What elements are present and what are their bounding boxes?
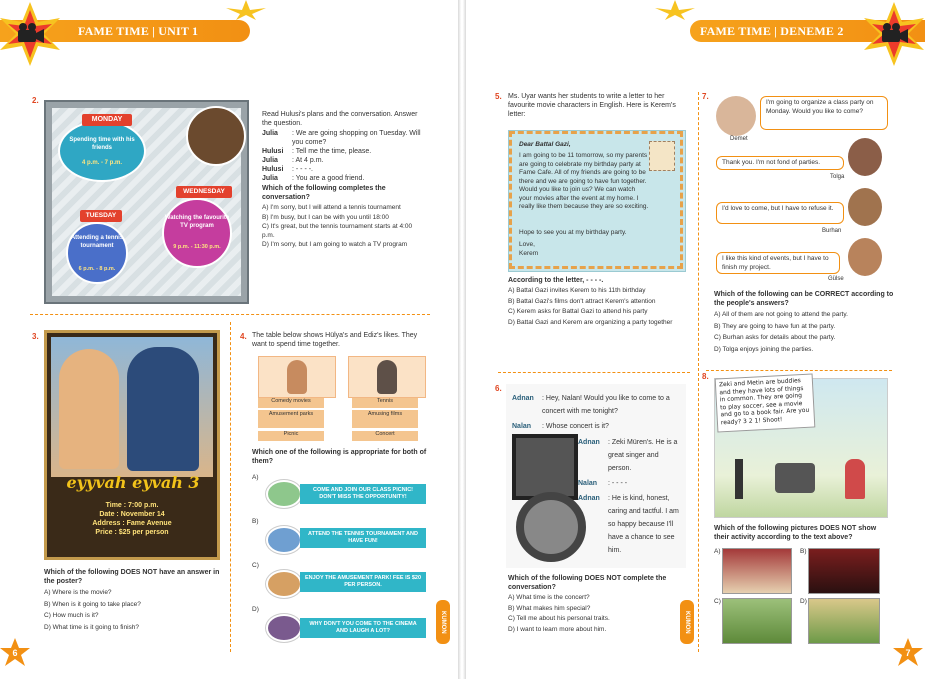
amusement-park-thumb bbox=[266, 570, 302, 598]
burhan-name: Burhan bbox=[822, 228, 842, 234]
answer-option[interactable]: A) Where is the movie? bbox=[44, 589, 112, 596]
q7-text bbox=[714, 290, 894, 354]
option-d-button[interactable]: WHY DON'T YOU COME TO THE CINEMA AND LAUGH A LOT? bbox=[300, 618, 426, 638]
gulse-bubble: I like this kind of events, but I have to finish my project. bbox=[716, 252, 840, 274]
answer-option[interactable]: B) When is it going to take place? bbox=[44, 600, 141, 608]
dialog-line: Julia : At 4 p.m. bbox=[262, 157, 324, 164]
option-label: D) bbox=[800, 598, 807, 605]
monday-label: MONDAY bbox=[82, 114, 132, 126]
camera-crew bbox=[775, 463, 815, 493]
picnic-thumb bbox=[266, 480, 302, 508]
light-stand bbox=[735, 459, 743, 499]
question-number: 2. bbox=[32, 96, 39, 105]
tennis-thumb bbox=[266, 526, 302, 554]
q7-question: Which of the following can be CORRECT according to the people's answers? bbox=[714, 291, 894, 307]
divider bbox=[230, 322, 231, 652]
dialog-line: Adnan : He is kind, honest, caring and tactful. I am so happy because I'll have a chance to see him. bbox=[578, 495, 679, 554]
letter-card bbox=[508, 130, 686, 272]
books-picture[interactable] bbox=[722, 548, 792, 594]
hulya-like: Amusement parks bbox=[258, 410, 324, 428]
right-page-number: 7 bbox=[905, 648, 911, 658]
divider bbox=[698, 92, 699, 652]
q5-text bbox=[508, 276, 692, 327]
question-number: 8. bbox=[702, 372, 709, 381]
question-number: 5. bbox=[495, 92, 502, 101]
q6-dialog-top bbox=[512, 392, 682, 433]
letter-hope: Hope to see you at my birthday party. bbox=[519, 229, 627, 236]
actor-figure bbox=[845, 459, 865, 499]
poster-date: Date : November 14 bbox=[99, 511, 165, 518]
question-number: 4. bbox=[240, 332, 247, 341]
camera-star-icon bbox=[0, 2, 62, 66]
q6-dialog-bottom bbox=[578, 436, 682, 557]
poster-time: Time : 7:00 p.m. bbox=[105, 502, 159, 509]
camera-star-icon bbox=[862, 2, 925, 66]
film-reel-icon bbox=[516, 492, 586, 562]
answer-option[interactable]: D) I want to learn more about him. bbox=[508, 625, 607, 633]
answer-option[interactable]: A) All of them are not going to attend the party. bbox=[714, 311, 848, 318]
ediz-like: Tennis bbox=[352, 398, 418, 408]
left-page-number: 6 bbox=[12, 648, 18, 658]
monday-circle bbox=[58, 120, 146, 182]
q2-dialog bbox=[262, 129, 424, 250]
hulya-photo-frame bbox=[258, 356, 336, 398]
weekly-plan-poster bbox=[44, 100, 249, 304]
demet-name: Demet bbox=[730, 136, 748, 142]
divider bbox=[706, 370, 892, 371]
wednesday-time: 9 p.m. - 11:30 p.m. bbox=[173, 244, 221, 250]
burhan-avatar bbox=[848, 188, 882, 226]
tuesday-label: TUESDAY bbox=[80, 210, 122, 222]
answer-option[interactable]: C) It's great, but the tennis tournament starts at 4:00 p.m. bbox=[262, 223, 413, 239]
wednesday-label: WEDNESDAY bbox=[176, 186, 232, 198]
answer-option[interactable]: A) I'm sorry, but I will attend a tennis tournament bbox=[262, 204, 401, 211]
sunburst-icon bbox=[655, 0, 695, 20]
ediz-like: Concert bbox=[352, 431, 418, 441]
answer-option[interactable]: A) What time is the concert? bbox=[508, 594, 590, 601]
q4-intro: The table below shows Hülya's and Ediz's likes. They want to spend time together. bbox=[252, 332, 418, 348]
movie-poster bbox=[44, 330, 220, 560]
dialog-line: Hulusi : Tell me the time, please. bbox=[262, 148, 372, 155]
ediz-like: Amusing films bbox=[352, 410, 418, 428]
question-number: 7. bbox=[702, 92, 709, 101]
note-card: Zeki and Metin are buddies and they have lots of things in common. They are going to play soccer, see a movie and go to a book fair. Are you ready? 3 2 1! Shoot! bbox=[715, 373, 816, 432]
cycling-picture[interactable] bbox=[722, 598, 792, 644]
dialog-line: Adnan : Zeki Müren's. He is a great singer and person. bbox=[578, 439, 678, 472]
soccer-picture[interactable] bbox=[808, 598, 880, 644]
woman-figure bbox=[59, 349, 119, 469]
divider bbox=[30, 314, 430, 315]
tolga-avatar bbox=[848, 138, 882, 176]
wednesday-circle bbox=[162, 198, 232, 268]
answer-option[interactable]: C) How much is it? bbox=[44, 612, 99, 619]
option-label: D) bbox=[252, 606, 259, 613]
monday-time: 4 p.m. - 7 p.m. bbox=[81, 160, 122, 166]
divider bbox=[498, 372, 690, 373]
answer-option[interactable]: B) Battal Gazi's films don't attract Kerem's attention bbox=[508, 297, 656, 305]
q8-question: Which of the following pictures DOES NOT show their activity according to the text above? bbox=[714, 525, 877, 541]
tolga-name: Tolga bbox=[830, 174, 845, 180]
demet-avatar bbox=[716, 96, 756, 136]
ediz-avatar bbox=[377, 360, 397, 394]
option-label: C) bbox=[252, 562, 259, 569]
hulya-avatar bbox=[287, 360, 307, 394]
gulse-name: Gülse bbox=[828, 276, 844, 282]
tuesday-activity: Attending a tennis tournament bbox=[70, 235, 124, 249]
cinema-picture[interactable] bbox=[808, 548, 880, 594]
option-label: A) bbox=[252, 474, 259, 481]
hulya-like: Picnic bbox=[258, 431, 324, 441]
tolga-bubble: Thank you. I'm not fond of parties. bbox=[716, 156, 844, 170]
stamp-icon bbox=[649, 141, 675, 171]
burhan-bubble: I'd love to come, but I have to refuse it. bbox=[716, 202, 844, 224]
answer-option[interactable]: B) They are going to have fun at the party. bbox=[714, 322, 836, 330]
q6-text bbox=[508, 574, 692, 634]
monday-activity: Spending time with his friends bbox=[69, 137, 135, 151]
tuesday-time: 6 p.m. - 8 p.m. bbox=[78, 266, 116, 272]
answer-option[interactable]: A) Battal Gazi invites Kerem to his 11th birthday bbox=[508, 287, 646, 294]
answer-option[interactable]: D) What time is it going to finish? bbox=[44, 623, 140, 631]
answer-option[interactable]: D) Battal Gazi and Kerem are organizing a party together bbox=[508, 318, 673, 326]
kumon-logo: KUMON bbox=[680, 600, 694, 644]
option-label: B) bbox=[800, 548, 807, 555]
q5-question: According to the letter, - - - -. bbox=[508, 277, 604, 284]
man-portrait bbox=[186, 106, 246, 166]
tuesday-circle bbox=[66, 222, 128, 284]
option-label: A) bbox=[714, 548, 721, 555]
question-number: 3. bbox=[32, 332, 39, 341]
question-number: 6. bbox=[495, 384, 502, 393]
answer-option[interactable]: B) I'm busy, but I can be with you until 18:00 bbox=[262, 213, 389, 221]
dialog-line: Hulusi : - - - -. bbox=[262, 166, 313, 173]
answer-option[interactable]: C) Kerem asks for Battal Gazi to attend his party bbox=[508, 308, 648, 315]
cinema-thumb bbox=[266, 614, 302, 642]
option-a-button[interactable]: COME AND JOIN OUR CLASS PICNIC! DON'T MISS THE OPPORTUNITY! bbox=[300, 484, 426, 504]
dialog-line: Nalan : Whose concert is it? bbox=[512, 423, 609, 430]
gulse-avatar bbox=[848, 238, 882, 276]
option-c-button[interactable]: ENJOY THE AMUSEMENT PARK! FEE IS $20 PER PERSON. bbox=[300, 572, 426, 592]
poster-details bbox=[47, 501, 217, 537]
q5-intro: Ms. Uyar wants her students to write a letter to her favourite movie characters in English. Here is Kerem's letter: bbox=[508, 93, 676, 118]
option-b-button[interactable]: ATTEND THE TENNIS TOURNAMENT AND HAVE FUN! bbox=[300, 528, 426, 548]
q4-question: Which one of the following is appropriate for both of them? bbox=[252, 449, 427, 465]
letter-greeting: Dear Battal Gazi, bbox=[519, 141, 571, 148]
poster-price: Price : $25 per person bbox=[95, 529, 169, 536]
book-spine bbox=[458, 0, 466, 679]
dialog-line: Nalan : - - - - bbox=[578, 480, 628, 487]
q6-question: Which of the following DOES NOT complete the conversation? bbox=[508, 575, 667, 591]
officer-figure bbox=[127, 347, 199, 471]
poster-title: eyyvah eyvah 3 bbox=[66, 473, 200, 492]
q2-intro: Read Hulusi's plans and the conversation. Answer the question. bbox=[262, 111, 418, 127]
demet-bubble: I'm going to organize a class party on Monday. Would you like to come? bbox=[760, 96, 888, 130]
q3-question: Which of the following DOES NOT have an answer in the poster? bbox=[44, 569, 220, 585]
singer-photo bbox=[512, 434, 578, 500]
sunburst-icon bbox=[226, 0, 266, 20]
option-label: C) bbox=[714, 598, 721, 605]
left-header-title: FAME TIME | UNIT 1 bbox=[78, 24, 199, 38]
dialog-line: Julia : You are a good friend. bbox=[262, 175, 365, 182]
wednesday-activity: Watching the favourite TV program bbox=[164, 215, 230, 229]
q2-question: Which of the following completes the conversation? bbox=[262, 185, 386, 201]
letter-signature: Kerem bbox=[519, 250, 539, 257]
ediz-photo-frame bbox=[348, 356, 426, 398]
answer-option[interactable]: B) What makes him special? bbox=[508, 604, 591, 612]
letter-love: Love, bbox=[519, 241, 535, 248]
hulya-like: Comedy movies bbox=[258, 398, 324, 408]
answer-option[interactable]: C) Burhan asks for details about the party. bbox=[714, 334, 836, 341]
kumon-logo: KUMON bbox=[436, 600, 450, 644]
q3-text bbox=[44, 568, 224, 632]
answer-option[interactable]: D) I'm sorry, but I am going to watch a TV program bbox=[262, 241, 408, 248]
poster-address: Address : Fame Avenue bbox=[92, 520, 172, 527]
dialog-line: Adnan : Hey, Nalan! Would you like to come to a concert with me tonight? bbox=[512, 395, 670, 415]
answer-option[interactable]: D) Tolga enjoys joining the parties. bbox=[714, 345, 814, 353]
option-label: B) bbox=[252, 518, 259, 525]
dialog-line: Julia : We are going shopping on Tuesday. Will you come? bbox=[262, 130, 421, 146]
right-header-title: FAME TIME | DENEME 2 bbox=[700, 24, 844, 38]
answer-option[interactable]: C) Tell me about his personal traits. bbox=[508, 615, 610, 622]
letter-body: I am going to be 11 tomorrow, so my parents are going to celebrate my birthday party at Fame Cafe. All of my friends are going to be there and we are going to have fun together. Would you like to join us? We can watch your movies after the event at my home. I really like them because they are so exciting. bbox=[519, 152, 649, 210]
